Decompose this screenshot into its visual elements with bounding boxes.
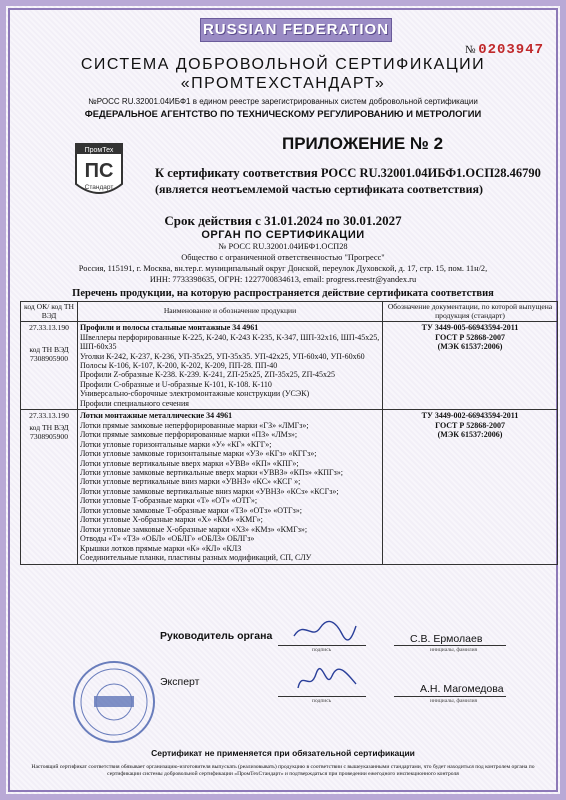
product-line: Крышки лотков прямые марки «К» «КЛ» «КЛЗ [80, 543, 242, 553]
product-line: Лотки угловые вертикальные вверх марки «УВВ» «КП» «КПГ»; [80, 458, 299, 468]
doc-spec: ТУ 3449-005-66943594-2011 [421, 323, 519, 333]
logo-bottom-text: Стандарт [84, 184, 114, 191]
header-doc: Обозначение документации, по которой выпущена продукция (стандарт) [383, 302, 558, 322]
product-line: Отводы «Т» «ТЗ» «ОБЛ» «ОБЛГ» «ОБЛЗ» ОБЛГз» [80, 534, 255, 544]
expert-name-caption: инициалы, фамилия [430, 698, 478, 704]
certificate-note: (является неотъемлемой частью сертификата соответствия) [155, 182, 484, 196]
table-row [21, 410, 558, 564]
organ-address: Россия, 115191, г. Москва, вн.тер.г. муниципальный округ Донской, переулок Духовской, д. 17, стр. 15, пом. 11н/2, [78, 264, 488, 273]
code-tnved: код ТН ВЭД 7308905900 [29, 344, 69, 364]
product-line: Лотки угловые Т-образные марки «Т» «ОТ» «ОТГ»; [80, 496, 258, 506]
header-code: код ОК/ код ТН ВЭД [21, 302, 78, 322]
code-ok: 27.33.13.190 [29, 411, 69, 421]
head-sign-caption: подпись [312, 647, 332, 653]
appendix-title: ПРИЛОЖЕНИЕ № 2 [282, 134, 444, 153]
doc-cell [383, 322, 558, 410]
product-table [20, 301, 558, 565]
head-sign-line [278, 645, 366, 646]
code-cell [21, 322, 78, 410]
product-line: Лотки угловые горизонтальные марки «У» «КГ» «КГГ»; [80, 439, 272, 449]
expert-label: Эксперт [160, 676, 200, 688]
system-title: СИСТЕМА ДОБРОВОЛЬНОЙ СЕРТИФИКАЦИИ [80, 56, 486, 73]
product-line: Универсально-сборочные электромонтажные конструкции (УСЭК) [80, 389, 310, 399]
head-label: Руководитель органа [160, 630, 273, 642]
organ-number: № РОСС RU.32001.04ИБФ1.ОСП28 [218, 242, 348, 251]
country-banner: RUSSIAN FEDERATION [200, 18, 392, 42]
serial-prefix: № [464, 44, 476, 56]
head-name: С.В. Ермолаев [410, 633, 483, 645]
doc-iec: (МЭК 61537:2006) [437, 430, 503, 440]
table-row [21, 322, 558, 410]
expert-signature [292, 666, 362, 696]
code-cell [21, 410, 78, 564]
organ-title: ОРГАН ПО СЕРТИФИКАЦИИ [201, 229, 365, 241]
product-line: Соединительные планки, пластины разных модификаций, СП, СЛУ [80, 553, 312, 563]
code-tnved: код ТН ВЭД 7308905900 [29, 422, 69, 442]
expert-name-line [394, 696, 506, 697]
product-line: Профили специального сечения [80, 398, 189, 408]
header-name: Наименование и обозначение продукции [78, 302, 383, 322]
organ-name: Общество с ограниченной ответственностью "Прогресс" [181, 253, 385, 262]
product-line: Лотки прямые замковые перфорированные марки «ПЗ» «ЛМз»; [80, 430, 298, 440]
promtech-logo [72, 140, 126, 204]
registry-line: №РОСС RU.32001.04ИБФ1 в едином реестре зарегистрированных систем добровольной сертификации [88, 97, 478, 106]
expert-name: А.Н. Магомедова [420, 683, 504, 695]
product-line: Лотки угловые замковые вертикальные вверх марки «УВВЗ» «КПз» «КПГз»; [80, 467, 344, 477]
doc-cell [383, 410, 558, 564]
doc-gost: ГОСТ Р 52868-2007 [435, 420, 505, 430]
organ-ids: ИНН: 7733398635, ОГРН: 1227700834613, email: progress.reestr@yandex.ru [149, 275, 417, 284]
table-header-row [21, 302, 558, 322]
organ-seal-stamp [72, 660, 156, 744]
product-line: Лотки угловые замковые Т-образные марки «ТЗ» «ОТз» «ОТГз»; [80, 505, 302, 515]
product-group-title: Лотки монтажные металлические 34 4961 [80, 411, 233, 421]
name-cell [78, 410, 383, 564]
validity-period: Срок действия с 31.01.2024 по 30.01.2027 [164, 213, 402, 228]
serial-value: 0203947 [478, 42, 544, 58]
code-ok: 27.33.13.190 [29, 323, 69, 333]
certificate-reference: К сертификату соответствия РОСС RU.32001.04ИБФ1.ОСП28.46790 [155, 166, 541, 180]
product-line: Швеллеры перфорированные К-225, К-240, К-243 К-235, К-347, ШП-32х16, ШП-45х25, ШП-60х35 [80, 332, 380, 352]
head-name-caption: инициалы, фамилия [430, 647, 478, 653]
logo-mark: ПС [84, 160, 114, 182]
system-name: «ПРОМТЕХСТАНДАРТ» [180, 75, 386, 92]
agency-line: ФЕДЕРАЛЬНОЕ АГЕНТСТВО ПО ТЕХНИЧЕСКОМУ РЕГУЛИРОВАНИЮ И МЕТРОЛОГИИ [84, 108, 482, 119]
product-line: Уголки К-242, К-237, К-236, УП-35х25, УП-35х35. УП-42х25, УП-60х40, УП-60х60 [80, 351, 365, 361]
head-name-line [394, 645, 506, 646]
doc-gost: ГОСТ Р 52868-2007 [435, 332, 505, 342]
expert-sign-line [278, 696, 366, 697]
head-signature [290, 618, 360, 644]
product-line: Лотки угловые замковые горизонтальные марки «УЗ» «КГз» «КГГз»; [80, 449, 317, 459]
footer-text: Настоящий сертификат соответствия обязывает организацию-изготовителя выпускать (реализовывать) продукцию в соответствии с вышеуказанными стандартами, что будет находиться под контролем органа по сертификации системы добровольной сертификации «ПромТехСтандарт» и подтверждаться при проведении ежегодного инспекционного контроля [31, 764, 535, 777]
product-line: Лотки угловые вертикальные вниз марки «УВНЗ» «КС» «КСГ »; [80, 477, 301, 487]
product-group-title: Профили и полосы стальные монтажные 34 4961 [80, 323, 259, 333]
product-line: Профили Z-образные К-238. К-239. К-241, ZП-25х25, ZП-35х25, ZП-45х25 [80, 370, 336, 380]
product-line: Лотки прямые замковые неперфорированные марки «ГЗ» «ЛМГз»; [80, 420, 309, 430]
doc-spec: ТУ 3449-002-66943594-2011 [421, 411, 519, 421]
product-line: Профили С-образные и U-образные К-101, К-108. К-110 [80, 379, 272, 389]
product-line: Лотки угловые Х-образные марки «Х» «КМ» «КМГ»; [80, 515, 263, 525]
expert-sign-caption: подпись [312, 698, 332, 704]
product-list-title: Перечень продукции, на которую распространяется действие сертификата соответствия [72, 288, 494, 299]
product-line: Лотки угловые замковые Х-образные марки «ХЗ» «КМз» «КМГз»; [80, 524, 308, 534]
logo-top-text: ПромТех [84, 147, 114, 154]
mandatory-cert-notice: Сертификат не применяется при обязательной сертификации [151, 748, 415, 758]
doc-iec: (МЭК 61537:2006) [437, 342, 503, 352]
product-line: Лотки угловые замковые вертикальные вниз марки «УВНЗ» «КСз» «КСГз»; [80, 486, 339, 496]
name-cell [78, 322, 383, 410]
product-line: Полосы К-106, К-107, К-200, К-202, К-209, ПП-28. ПП-40 [80, 361, 278, 370]
